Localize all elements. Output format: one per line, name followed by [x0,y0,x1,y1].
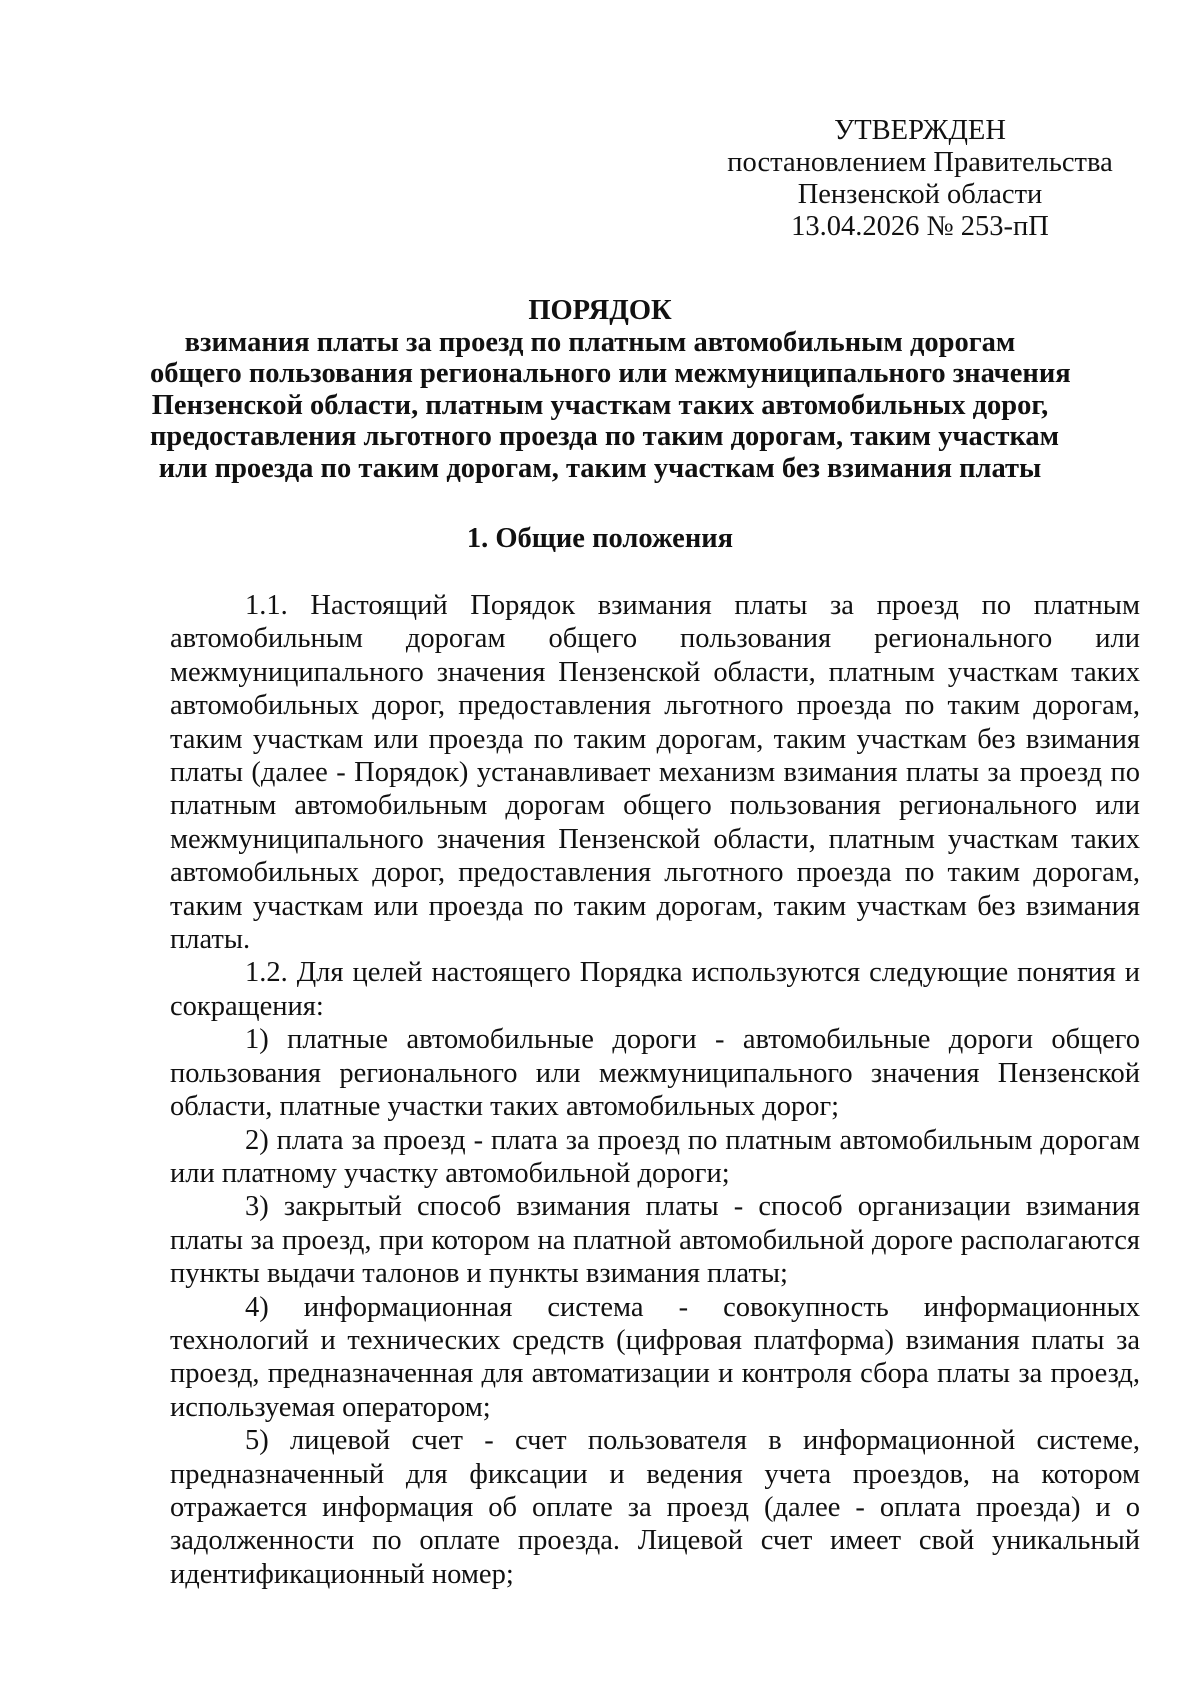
title-line: Пензенской области, платным участкам таких автомобильных дорог, [151,389,1049,421]
title-line: взимания платы за проезд по платным автомобильным дорогам [184,326,1016,358]
title-heading: ПОРЯДОК [528,295,672,326]
approval-date-number: 13.04.2026 № 253-пП [791,211,1049,242]
document-body [170,589,1140,1591]
paragraph-1-2: 1.2. Для целей настоящего Порядка используются следующие понятия и сокращения: [170,957,1140,1022]
approval-stamp [700,115,1140,243]
definition-item-5: 5) лицевой счет - счет пользователя в информационной системе, предназначенный для фиксации и ведения учета проездов, на котором отражается информация об оплате за проезд (далее - оплата проезда) и о задолженности по оплате проезда. Лицевой счет имеет свой уникальный идентификационный номер; [170,1425,1140,1590]
definition-item-1: 1) платные автомобильные дороги - автомобильные дороги общего пользования регионального или межмуниципального значения Пензенской области, платные участки таких автомобильных дорог; [170,1024,1140,1123]
document-title [150,295,1071,484]
section-heading: 1. Общие положения [466,523,734,554]
definition-item-3: 3) закрытый способ взимания платы - способ организации взимания платы за проезд, при котором на платной автомобильной дороге располагаются пункты выдачи талонов и пункты взимания платы; [170,1191,1140,1290]
paragraph-1-1: 1.1. Настоящий Порядок взимания платы за проезд по платным автомобильным дорогам общего пользования регионального или межмуниципального значения Пензенской области, платным участкам таких автомобильных дорог, предоставления льготного проезда по таким дорогам, таким участкам или проезда по таким дорогам, таким участкам без взимания платы (далее - Порядок) устанавливает механизм взимания платы за проезд по платным автомобильным дорогам общего пользования регионального или межмуниципального значения Пензенской области, платным участкам таких автомобильных дорог, предоставления льготного проезда по таким дорогам, таким участкам или проезда по таким дорогам, таким участкам без взимания платы. [170,590,1140,956]
approval-authority: постановлением Правительства [727,147,1113,178]
title-line: общего пользования регионального или межмуниципального значения [150,358,1071,389]
approval-region: Пензенской области [797,179,1043,210]
definition-item-2: 2) плата за проезд - плата за проезд по платным автомобильным дорогам или платному участку автомобильной дороги; [170,1124,1140,1189]
definition-item-4: 4) информационная система - совокупность информационных технологий и технических средств (цифровая платформа) взимания платы за проезд, предназначенная для автоматизации и контроля сбора платы за проезд, используемая оператором; [170,1291,1140,1423]
approval-status: УТВЕРЖДЕН [834,115,1006,146]
title-line: или проезда по таким дорогам, таким участкам без взимания платы [158,452,1042,484]
title-line: предоставления льготного проезда по таким дорогам, таким участкам [150,421,1060,452]
